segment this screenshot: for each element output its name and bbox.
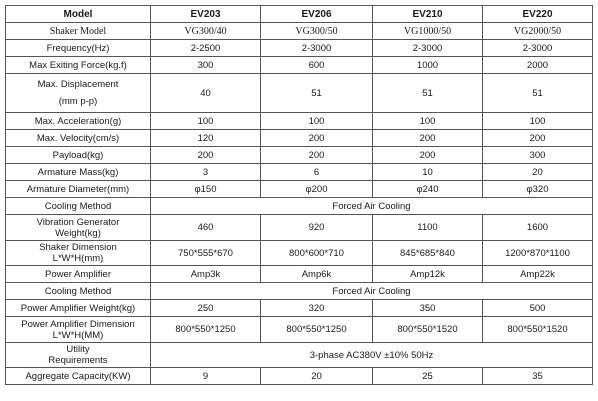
cooling-method-row	[6, 198, 593, 215]
cell: 1100	[373, 215, 483, 241]
cell: 845*685*840	[373, 241, 483, 266]
row-label: Max Exiting Force(kg.f)	[6, 57, 151, 74]
row-label	[6, 215, 151, 241]
cell: φ320	[483, 181, 593, 198]
max-displacement-row	[6, 74, 593, 113]
row-label	[6, 74, 151, 113]
cell: 250	[151, 300, 261, 317]
row-label-line2: Weight(kg)	[55, 227, 101, 239]
cell: 200	[373, 130, 483, 147]
cell: 300	[151, 57, 261, 74]
cell: 200	[373, 147, 483, 164]
payload-row	[6, 147, 593, 164]
row-label: Cooling Method	[6, 283, 151, 300]
cell: 120	[151, 130, 261, 147]
aggregate-capacity-row	[6, 368, 593, 385]
row-label: Payload(kg)	[6, 147, 151, 164]
row-label: Max. Velocity(cm/s)	[6, 130, 151, 147]
cell: 2000	[483, 57, 593, 74]
frequency-row	[6, 40, 593, 57]
amp-dimension-row	[6, 317, 593, 343]
cell: 9	[151, 368, 261, 385]
cell: Forced Air Cooling	[151, 198, 593, 215]
cell: φ200	[261, 181, 373, 198]
row-label-line1: Power Amplifier Dimension	[21, 318, 135, 330]
cell: 200	[261, 130, 373, 147]
cell: 51	[261, 74, 373, 113]
cell: 200	[151, 147, 261, 164]
row-label: Frequency(Hz)	[6, 40, 151, 57]
cell: 200	[483, 130, 593, 147]
cell: 750*555*670	[151, 241, 261, 266]
row-label: Armature Mass(kg)	[6, 164, 151, 181]
armature-mass-row	[6, 164, 593, 181]
cell: 100	[373, 113, 483, 130]
cell: 3	[151, 164, 261, 181]
cell: 51	[373, 74, 483, 113]
row-label	[6, 241, 151, 266]
cell: 10	[373, 164, 483, 181]
cell: 920	[261, 215, 373, 241]
row-label-line1: Vibration Generator	[36, 216, 120, 228]
cell: 2-3000	[261, 40, 373, 57]
cell: 800*550*1520	[373, 317, 483, 343]
row-label-line2: L*W*H(mm)	[52, 253, 104, 264]
cell: VG1000/50	[373, 23, 483, 40]
cell: 800*550*1520	[483, 317, 593, 343]
cell: 350	[373, 300, 483, 317]
cell: 320	[261, 300, 373, 317]
row-label: Armature Diameter(mm)	[6, 181, 151, 198]
cell: 2-3000	[373, 40, 483, 57]
row-label: Max. Acceleration(g)	[6, 113, 151, 130]
model-ev203: EV203	[151, 6, 261, 23]
cell: 1200*870*1100	[483, 241, 593, 266]
row-label	[6, 343, 151, 368]
model-ev210: EV210	[373, 6, 483, 23]
row-label-line2: L*W*H(MM)	[52, 329, 104, 341]
cell: 500	[483, 300, 593, 317]
cell: 1000	[373, 57, 483, 74]
cell: Amp3k	[151, 266, 261, 283]
cell: 40	[151, 74, 261, 113]
cell: 25	[373, 368, 483, 385]
armature-diameter-row	[6, 181, 593, 198]
cell: 600	[261, 57, 373, 74]
row-label: Shaker Model	[6, 23, 151, 40]
cell: φ240	[373, 181, 483, 198]
cell: VG2000/50	[483, 23, 593, 40]
max-force-row	[6, 57, 593, 74]
cell: 800*600*710	[261, 241, 373, 266]
cell: 3-phase AC380V ±10% 50Hz	[151, 343, 593, 368]
row-label	[6, 317, 151, 343]
cell: 460	[151, 215, 261, 241]
utility-row	[6, 343, 593, 368]
row-label-line1: Shaker Dimension	[39, 242, 117, 253]
shaker-dimension-row	[6, 241, 593, 266]
max-velocity-row	[6, 130, 593, 147]
cell: 100	[261, 113, 373, 130]
cooling-method-row	[6, 283, 593, 300]
cell: 100	[483, 113, 593, 130]
shaker-model-row	[6, 23, 593, 40]
row-label-line1: Max. Displacement	[37, 79, 119, 90]
generator-weight-row	[6, 215, 593, 241]
row-label: Cooling Method	[6, 198, 151, 215]
cell: Amp22k	[483, 266, 593, 283]
cell: Amp12k	[373, 266, 483, 283]
model-ev206: EV206	[261, 6, 373, 23]
cell: 1600	[483, 215, 593, 241]
cell: 51	[483, 74, 593, 113]
cell: φ150	[151, 181, 261, 198]
cell: 35	[483, 368, 593, 385]
max-acceleration-row	[6, 113, 593, 130]
cell: 20	[261, 368, 373, 385]
power-amplifier-row	[6, 266, 593, 283]
row-label: Power Amplifier Weight(kg)	[6, 300, 151, 317]
cell: 100	[151, 113, 261, 130]
row-label-line2: Requirements	[48, 355, 108, 366]
row-label-line2: (mm p-p)	[58, 96, 98, 107]
cell: Amp6k	[261, 266, 373, 283]
cell: 2-2500	[151, 40, 261, 57]
cell: 20	[483, 164, 593, 181]
cell: 2-3000	[483, 40, 593, 57]
cell: 300	[483, 147, 593, 164]
row-label-line1: Utility	[66, 344, 90, 355]
cell: 200	[261, 147, 373, 164]
header-row	[6, 6, 593, 23]
cell: 800*550*1250	[151, 317, 261, 343]
cell: Forced Air Cooling	[151, 283, 593, 300]
cell: VG300/40	[151, 23, 261, 40]
cell: VG300/50	[261, 23, 373, 40]
amp-weight-row	[6, 300, 593, 317]
cell: 6	[261, 164, 373, 181]
cell: 800*550*1250	[261, 317, 373, 343]
model-ev220: EV220	[483, 6, 593, 23]
model-header-label: Model	[6, 6, 151, 23]
row-label: Power Amplifier	[6, 266, 151, 283]
row-label: Aggregate Capacity(KW)	[6, 368, 151, 385]
spec-table	[5, 5, 593, 385]
